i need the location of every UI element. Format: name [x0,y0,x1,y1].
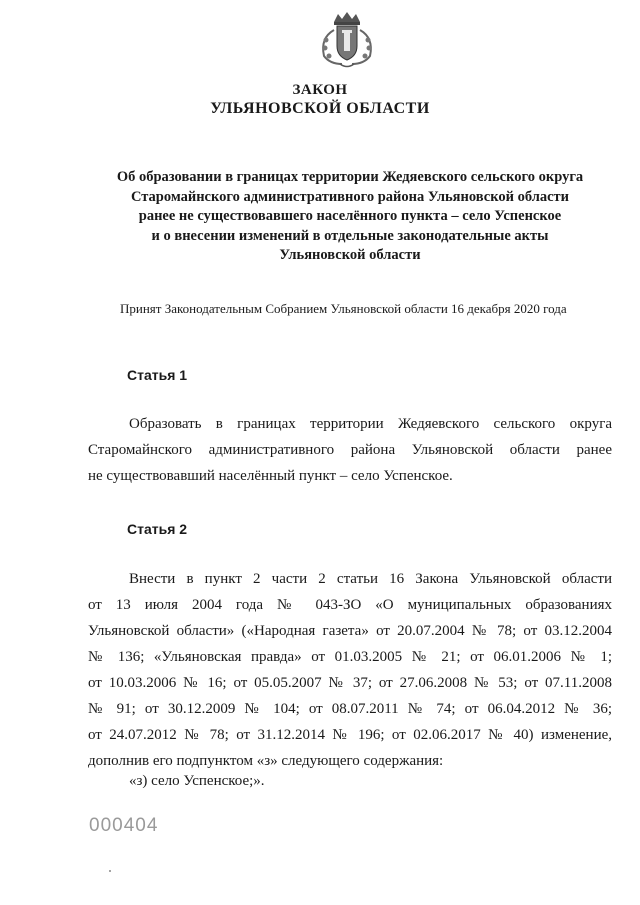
adoption-note: Принят Законодательным Собранием Ульяновской области 16 декабря 2020 года [120,301,567,316]
article-2-heading: Статья 2 [127,521,188,537]
text-line: № 136; «Ульяновская правда» от 01.03.2005 № 21; от 06.01.2006 № 1; [88,649,612,665]
text-line: от 13 июля 2004 года № 043-ЗО «О муниципальных образованиях [88,597,612,613]
article-2-text [88,566,612,774]
subject-line: и о внесении изменений в отдельные законодательные акты [151,227,549,244]
article-1-heading: Статья 1 [127,367,188,383]
text-line: № 91; от 30.12.2009 № 104; от 08.07.2011 № 74; от 06.04.2012 № 36; [88,701,612,717]
text-line: дополнив его подпунктом «з» следующего содержания: [88,753,444,769]
ulyanovsk-coat-of-arms-icon [312,10,382,72]
law-subject [60,168,640,266]
text-line: от 10.03.2006 № 16; от 05.05.2007 № 37; от 27.06.2008 № 53; от 07.11.2008 [88,675,612,691]
text-line: Образовать в границах территории Жедяевского сельского округа [129,416,612,432]
subject-line: Старомайнского административного района Ульяновской области [130,188,570,205]
subject-line: Ульяновской области [279,247,421,263]
text-line: не существовавший населённый пункт – село Успенское. [88,468,453,484]
region-title: УЛЬЯНОВСКОЙ ОБЛАСТИ [210,100,430,117]
scan-speck [109,870,111,872]
subject-line: ранее не существовавшего населённого пункта – село Успенское [138,208,562,224]
subitem-z: «з) село Успенское;». [129,773,265,789]
text-line: Старомайнского административного района Ульяновской области ранее [88,442,612,458]
text-line: Ульяновской области» («Народная газета» от 20.07.2004 № 78; от 03.12.2004 [88,623,612,639]
text-line: от 24.07.2012 № 78; от 31.12.2014 № 196; от 02.06.2017 № 40) изменение, [88,727,612,743]
registration-stamp-number: 000404 [89,815,159,836]
article-1-text [88,411,612,489]
text-line: Внести в пункт 2 части 2 статьи 16 Закона Ульяновской области [129,571,612,587]
subject-line: Об образовании в границах территории Жедяевского сельского округа [116,169,584,185]
law-type-title: ЗАКОН [292,82,348,98]
